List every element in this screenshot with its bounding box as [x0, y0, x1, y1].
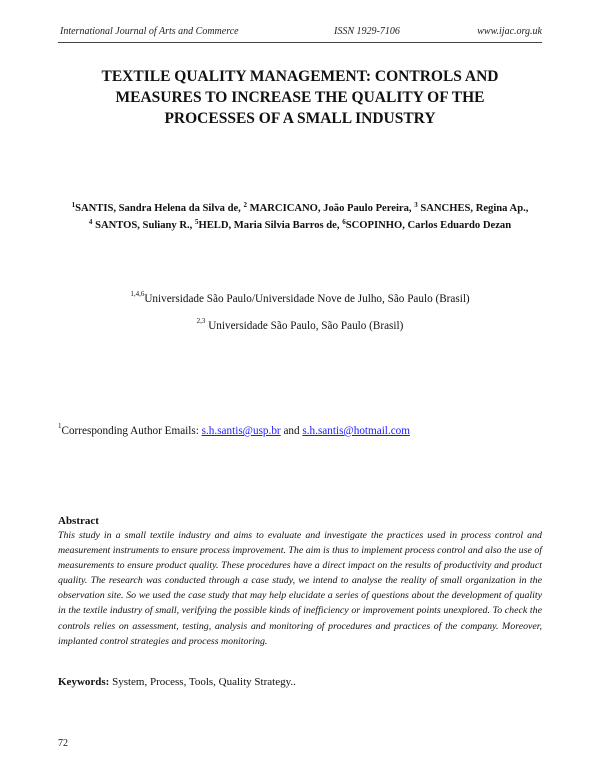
author-5: HELD, Maria Silvia Barros de, [198, 220, 340, 231]
author-4: SANTOS, Suliany R., [95, 220, 193, 231]
author-6: SCOPINHO, Carlos Eduardo Dezan [345, 220, 512, 231]
title-line-1: TEXTILE QUALITY MANAGEMENT: CONTROLS AND [101, 68, 499, 85]
author-3: SANCHES, Regina Ap., [420, 203, 529, 214]
page-number: 72 [58, 738, 68, 749]
affiliation-1-sup: 1,4,6 [130, 290, 145, 298]
author-3-sup: 3 [414, 201, 418, 209]
email-link-usp[interactable]: s.h.santis@usp.br [201, 425, 281, 437]
issn: ISSN 1929-7106 [334, 26, 400, 37]
author-2: MARCICANO, João Paulo Pereira, [249, 203, 412, 214]
keywords-label: Keywords: [58, 676, 110, 688]
author-2-sup: 2 [243, 201, 247, 209]
abstract-text: This study in a small textile industry and aims to evaluate and investigate the practices used in process control and measurement instruments to ensure process improvement. The aim is thus to implement process control and also the use of measurements to ensure product quality. These procedures have a direct impact on the results of productivity and product quality. The research was conducted through a case study, we intend to analyse the reality of small organization in the observation site. So we used the case study that may help elucidate a series of questions about the development of quality in the textile industry of small, verifying the possible kinds of inefficiency or improvement points unexplored. To check the controls relies on assessment, testing, analysis and monitoring of procedures and practices of the company. Moreover, implanted control strategies and process monitoring. [58, 530, 542, 647]
abstract-heading: Abstract [58, 515, 99, 527]
affiliation-2 [58, 317, 542, 332]
author-line-1 [30, 200, 570, 217]
contact-label: Corresponding Author Emails: [61, 425, 199, 437]
journal-url: www.ijac.org.uk [477, 26, 542, 37]
running-header [58, 22, 542, 43]
affiliation-1-text: Universidade São Paulo/Universidade Nove de Julho, São Paulo (Brasil) [144, 293, 470, 305]
author-5-sup: 5 [194, 218, 199, 226]
title-line-3: PROCESSES OF A SMALL INDUSTRY [164, 110, 436, 127]
keywords-text: System, Process, Tools, Quality Strategy.. [112, 676, 296, 688]
title-line-2: MEASURES TO INCREASE THE QUALITY OF THE [115, 89, 485, 106]
keywords [58, 676, 542, 688]
author-list [30, 200, 570, 234]
corresponding-emails [58, 422, 542, 437]
contact-sup: 1 [58, 422, 62, 430]
author-6-sup: 6 [342, 218, 346, 226]
author-1-sup: 1 [71, 201, 76, 209]
affiliation-1 [58, 290, 542, 305]
affiliation-2-text: Universidade São Paulo, São Paulo (Brasil) [208, 320, 404, 332]
email-link-hotmail[interactable]: s.h.santis@hotmail.com [302, 425, 410, 437]
journal-name: International Journal of Arts and Commerce [60, 26, 239, 37]
author-1: SANTIS, Sandra Helena da Silva de, [75, 203, 241, 214]
paper-title [58, 66, 542, 129]
author-4-sup: 4 [88, 218, 93, 226]
author-line-2 [30, 217, 570, 234]
affiliation-2-sup: 2,3 [196, 317, 206, 325]
contact-conjunction: and [283, 425, 300, 437]
